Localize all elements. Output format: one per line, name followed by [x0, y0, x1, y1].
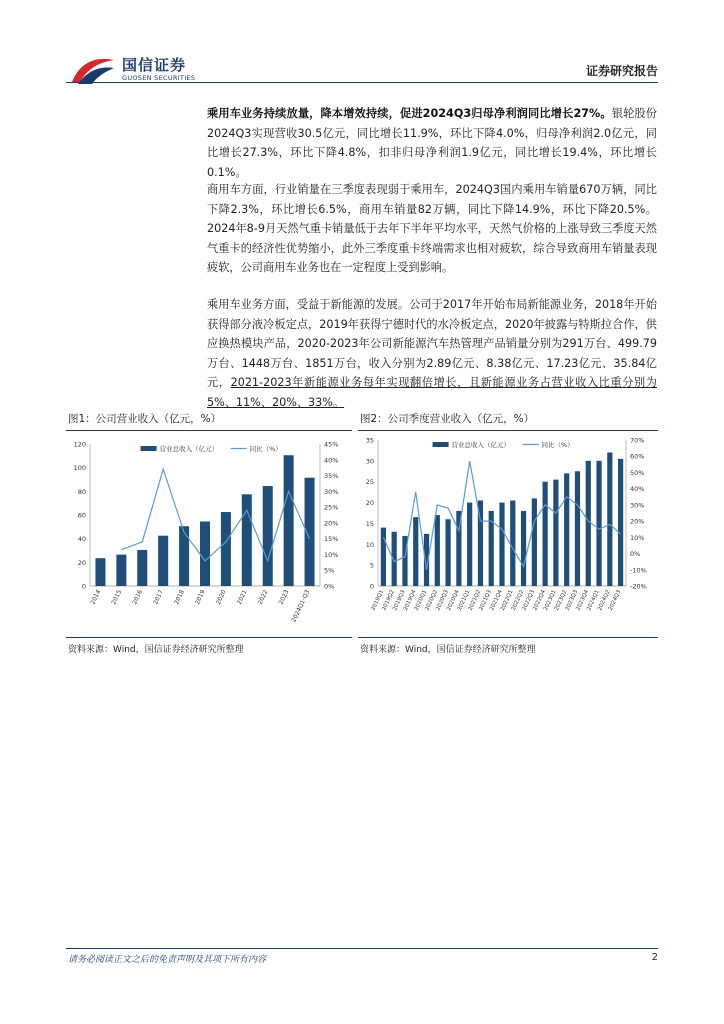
y-left-tick-label: 0: [81, 582, 86, 591]
guosen-logo-icon: [70, 52, 116, 86]
revenue-bar: [263, 486, 273, 586]
revenue-bar: [242, 494, 252, 586]
revenue-bar: [445, 519, 450, 586]
report-type-label: 证券研究报告: [585, 64, 658, 78]
y-right-tick-label: -20%: [630, 582, 647, 591]
annual-revenue-chart: [66, 432, 352, 636]
legend-bar-swatch: [433, 442, 449, 447]
x-category-label: 2020Q1: [413, 589, 429, 612]
y-right-tick-label: -10%: [630, 566, 647, 575]
revenue-bar: [532, 498, 537, 586]
x-category-label: 2021: [235, 588, 249, 606]
revenue-bar: [467, 503, 472, 586]
y-right-tick-label: 50%: [630, 468, 645, 477]
x-category-label: 2022Q2: [510, 589, 526, 612]
quarterly-revenue-chart: [358, 432, 658, 636]
y-left-tick-label: 15: [365, 519, 374, 528]
y-right-tick-label: 40%: [324, 456, 339, 465]
x-category-label: 2021Q3: [478, 589, 494, 612]
x-category-label: 2016: [131, 588, 145, 606]
revenue-bar: [200, 522, 210, 586]
revenue-bar: [618, 459, 623, 586]
legend-bar-swatch: [141, 446, 157, 451]
x-category-label: 2020: [214, 588, 228, 606]
legend-line-label: 同比（%）: [541, 441, 574, 449]
y-right-tick-label: 70%: [630, 436, 645, 445]
page-header: [0, 0, 724, 92]
figure2-bottom-rule: [358, 637, 658, 638]
y-right-tick-label: 30%: [630, 501, 645, 510]
revenue-bar: [221, 512, 231, 586]
x-category-label: 2024Q1-Q3: [290, 588, 312, 624]
y-left-tick-label: 20: [77, 558, 86, 567]
x-category-label: 2022: [256, 588, 270, 606]
paragraph-body: 银轮股份2024Q3实现营收30.5亿元，同比增长11.9%，环比下降4.0%，归母净利润2.0亿元，同比增长27.3%，环比下降4.8%，扣非归母净利润1.9亿元，同比增长19.4%，环比增长0.1%。: [207, 107, 657, 179]
x-category-label: 2023Q4: [575, 589, 591, 612]
x-category-label: 2024Q2: [596, 589, 612, 612]
y-right-tick-label: 40%: [630, 485, 645, 494]
y-right-tick-label: 0%: [324, 582, 335, 591]
disclaimer-text: 请务必阅读正文之后的免责声明及其项下所有内容: [68, 955, 267, 965]
y-right-tick-label: 10%: [630, 533, 645, 542]
y-left-tick-label: 5: [369, 561, 374, 570]
x-category-label: 2023: [277, 588, 291, 606]
revenue-bar: [179, 526, 189, 586]
y-left-tick-label: 25: [365, 478, 374, 487]
x-category-label: 2021Q4: [489, 589, 504, 612]
yoy-growth-line: [121, 469, 309, 561]
x-category-label: 2024Q3: [607, 589, 623, 612]
logo-english-name: GUOSEN SECURITIES: [122, 74, 196, 82]
revenue-bar: [284, 455, 294, 586]
y-right-tick-label: 15%: [324, 535, 339, 544]
figure2-title: 图2：公司季度营业收入（亿元，%）: [360, 413, 535, 425]
x-category-label: 2023Q1: [543, 589, 558, 612]
legend-line-label: 同比（%）: [249, 445, 282, 453]
paragraph-underlined-highlight: 2021-2023年新能源业务每年实现翻倍增长，且新能源业务占营业收入比重分别为5%、11%、20%、33%。: [207, 376, 657, 409]
revenue-bar: [596, 461, 601, 586]
x-category-label: 2015: [110, 588, 124, 606]
figure2-top-rule: [358, 430, 658, 431]
y-left-tick-label: 35: [365, 436, 374, 445]
x-category-label: 2021Q2: [467, 589, 483, 612]
y-right-tick-label: 30%: [324, 487, 339, 496]
revenue-bar: [543, 482, 548, 586]
figure1-source: 资料来源：Wind，国信证券经济研究所整理: [68, 645, 244, 655]
x-category-label: 2022Q1: [499, 589, 515, 612]
x-category-label: 2019: [194, 588, 207, 606]
paragraph-body: 乘用车业务方面，受益于新能源的发展。公司于2017年开始布局新能源业务，2018年开始获得部分液冷板定点，2019年获得宁德时代的水冷板定点，2020年披露与特斯拉合作，供应换热模块产品，2020-2023年公司新能源汽车热管理产品销量分别为291万台、499.79万台、1448万台、1851万台，收入分别为2.89亿元、8.38亿元、17.23亿元、35.84亿元，: [207, 298, 657, 389]
figure1-bottom-rule: [66, 637, 352, 638]
paragraph-q3-results: [207, 104, 657, 182]
legend-bar-label: 营业总收入（亿元）: [159, 445, 219, 453]
x-category-label: 2017: [152, 588, 165, 606]
paragraph-lead: 乘用车业务持续放量，降本增效持续，促进2024Q3归母净利润同比增长27%。: [207, 107, 612, 120]
header-divider: [66, 82, 658, 83]
paragraph-body: 商用车方面，行业销量在三季度表现弱于乘用车，2024Q3国内乘用车销量670万辆，同比下降2.3%，环比增长6.5%，商用车销量82万辆，同比下降14.9%，环比下降20.5%。2024年8-9月天然气重卡销量低于去年下半年平均水平，天然气价格的上涨导致三季度天然气重卡的经济性优势缩小，此外三季度重卡终端需求也相对疲软，综合导致商用车销量表现疲软，公司商用车业务也在一定程度上受到影响。: [207, 183, 657, 274]
y-left-tick-label: 80: [77, 487, 86, 496]
page-number: 2: [651, 952, 658, 963]
revenue-bar: [116, 555, 126, 586]
y-right-tick-label: 5%: [324, 566, 335, 575]
x-category-label: 2020Q2: [424, 589, 440, 612]
paragraph-commercial-vehicle: [207, 180, 657, 278]
y-left-tick-label: 40: [77, 535, 86, 544]
x-category-label: 2023Q2: [553, 589, 569, 612]
revenue-bar: [521, 511, 526, 586]
figure1-top-rule: [66, 430, 352, 431]
x-category-label: 2019Q3: [392, 589, 407, 612]
x-category-label: 2019Q4: [402, 589, 418, 612]
revenue-bar: [137, 550, 147, 586]
y-right-tick-label: 35%: [324, 472, 339, 481]
company-logo: [70, 52, 200, 86]
x-category-label: 2019Q1: [370, 589, 386, 612]
revenue-bar: [499, 503, 504, 586]
x-category-label: 2023Q3: [564, 589, 580, 612]
x-category-label: 2020Q4: [446, 589, 461, 612]
legend-bar-label: 营业总收入（亿元）: [451, 441, 511, 449]
figure1-title: 图1：公司营业收入（亿元，%）: [68, 413, 222, 425]
revenue-bar: [607, 453, 612, 586]
y-left-tick-label: 30: [365, 457, 374, 466]
revenue-bar: [413, 517, 418, 586]
revenue-bar: [95, 558, 105, 586]
y-left-tick-label: 120: [73, 440, 86, 449]
x-category-label: 2024Q1: [586, 589, 601, 612]
y-left-tick-label: 10: [365, 540, 374, 549]
revenue-bar: [553, 480, 558, 586]
x-category-label: 2018: [173, 588, 186, 606]
y-right-tick-label: 45%: [324, 440, 339, 449]
revenue-bar: [564, 473, 569, 586]
revenue-bar: [158, 536, 168, 586]
y-right-tick-label: 10%: [324, 550, 339, 559]
y-right-tick-label: 25%: [324, 503, 339, 512]
y-left-tick-label: 0: [369, 582, 374, 591]
revenue-bar: [435, 515, 440, 586]
revenue-bar: [381, 528, 386, 586]
footer-divider: [66, 948, 658, 949]
y-left-tick-label: 60: [77, 511, 86, 520]
y-right-tick-label: 20%: [324, 519, 339, 528]
y-right-tick-label: 0%: [630, 550, 641, 559]
x-category-label: 2022Q4: [532, 589, 547, 612]
y-left-tick-label: 100: [73, 464, 86, 473]
x-category-label: 2020Q3: [435, 589, 450, 612]
y-right-tick-label: 60%: [630, 452, 645, 461]
revenue-bar: [575, 471, 580, 586]
revenue-bar: [586, 461, 591, 586]
x-category-label: 2014: [89, 588, 103, 606]
logo-chinese-name: 国信证券: [122, 56, 187, 74]
y-left-tick-label: 20: [365, 499, 374, 508]
revenue-bar: [510, 500, 515, 586]
y-right-tick-label: 20%: [630, 517, 645, 526]
x-category-label: 2022Q3: [521, 589, 537, 612]
x-category-label: 2019Q2: [381, 589, 396, 612]
x-category-label: 2021Q1: [456, 589, 472, 612]
paragraph-passenger-vehicle: [207, 295, 657, 412]
figure2-source: 资料来源：Wind，国信证券经济研究所整理: [360, 645, 536, 655]
